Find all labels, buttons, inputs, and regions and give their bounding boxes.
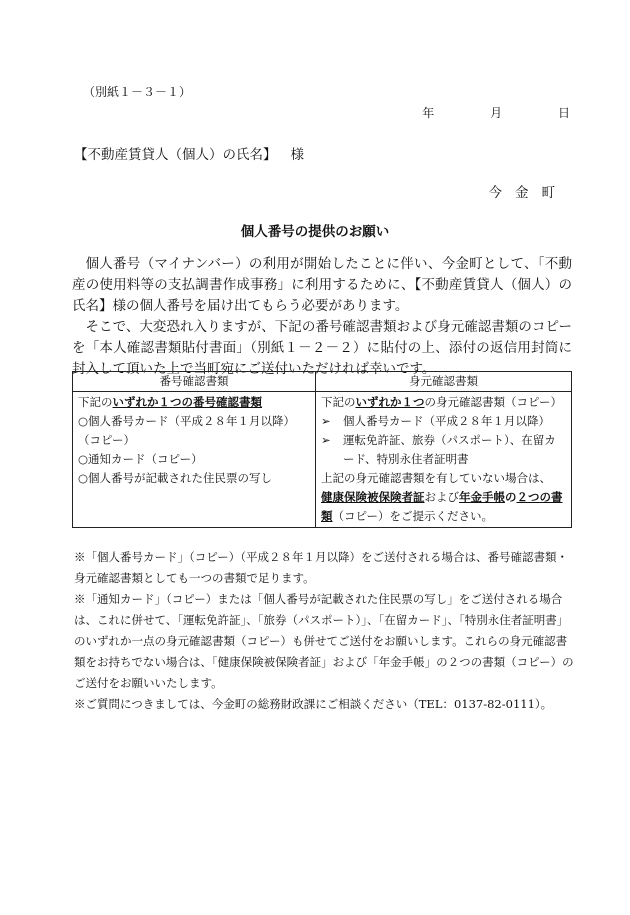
intro-suffix: の身元確認書類（コピー）: [424, 395, 563, 409]
alt-item-2: 年金手帳: [459, 490, 505, 504]
intro-prefix: 下記の: [78, 395, 113, 409]
arrow-bullet-icon: ➢: [321, 414, 331, 428]
list-item: ○個人番号カード（平成２８年１月以降）（コピー）: [78, 414, 296, 447]
note-item: ※「個人番号カード」（コピー）（平成２８年１月以降）をご送付される場合は、番号確認書類・身元確認書類としても一つの書類で足ります。: [74, 550, 569, 585]
body-paragraph-1: 個人番号（マイナンバー）の利用が開始したことに伴い、今金町として、「不動産の使用料等の支払調書作成事務」に利用するために、【不動産賃貸人（個人）の氏名】様の個人番号を届け出てもらう必要があります。: [72, 256, 572, 314]
list-item: [321, 412, 566, 431]
table-header-row: [73, 372, 572, 392]
date-line: [422, 104, 570, 121]
table-row: [73, 392, 572, 528]
recipient-honorific: 様: [290, 147, 304, 163]
date-year: 年: [422, 106, 435, 120]
date-day: 日: [557, 106, 570, 120]
alt-item-1: 健康保険被保険者証: [321, 490, 425, 504]
documents-table: [72, 371, 572, 528]
header-identity-docs: 身元確認書類: [316, 372, 572, 392]
list-item: [321, 431, 566, 469]
header-number-docs: 番号確認書類: [73, 372, 316, 392]
intro-emphasis: いずれか１つ: [355, 395, 425, 409]
alternative-text: 上記の身元確認書類を有していない場合は、: [321, 471, 551, 485]
identity-docs-cell: [316, 392, 572, 528]
body-text: [72, 254, 572, 380]
number-docs-intro: [78, 393, 310, 412]
notes: [74, 547, 574, 715]
note-item: ※「通知カード」（コピー）または「個人番号が記載された住民票の写し」をご送付される場合は、これに併せて、「運転免許証」、「旅券（パスポート）」、「在留カード」、「特別永住者証明書」のいずれか一点の身元確認書類（コピー）も併せてご送付をお願いします。これらの身元確認書類をお持ちでない場合は、「健康保険被保険者証」および「年金手帳」の２つの書類（コピー）のご送付をお願いいたします。: [74, 592, 574, 690]
bullet-text: 個人番号カード（平成２８年１月以降）: [343, 414, 550, 428]
list-item: ○通知カード（コピー）: [78, 452, 203, 466]
intro-emphasis: いずれか１つの番号確認書類: [112, 395, 262, 409]
note-item: ※ご質問につきましては、今金町の総務財政課にご相談ください（TEL：0137-82-0111）。: [74, 697, 553, 711]
alt-and: および: [424, 490, 459, 504]
recipient-name: 【不動産賃貸人（個人）の氏名】: [74, 147, 277, 163]
alt-no: の: [505, 490, 517, 504]
bullet-text: 運転免許証、旅券（パスポート）、在留カード、特別永住者証明書: [343, 433, 556, 466]
sender: 今金町: [488, 185, 568, 201]
identity-docs-intro: [321, 393, 566, 412]
alternative-docs: [321, 488, 566, 526]
body-paragraph-2: そこで、大変恐れ入りますが、下記の番号確認書類および身元確認書類のコピーを「本人確認書類貼付書面」（別紙１－２－２）に貼付の上、添付の返信用封筒に封入して頂いた上で当町宛にご送付いただければ幸いです。: [72, 319, 572, 377]
alt-suffix: （コピー）をご提示ください。: [332, 509, 494, 523]
arrow-bullet-icon: ➢: [321, 433, 331, 447]
number-docs-cell: [73, 392, 316, 528]
date-month: 月: [490, 106, 503, 120]
document-title: 個人番号の提供のお願い: [240, 224, 390, 240]
alt-count: ２つの書類: [321, 490, 563, 523]
reference-number: （別紙１－３－１）: [83, 85, 192, 99]
recipient: [74, 143, 304, 163]
intro-prefix: 下記の: [321, 395, 356, 409]
list-item: ○個人番号が記載された住民票の写し: [78, 471, 273, 485]
